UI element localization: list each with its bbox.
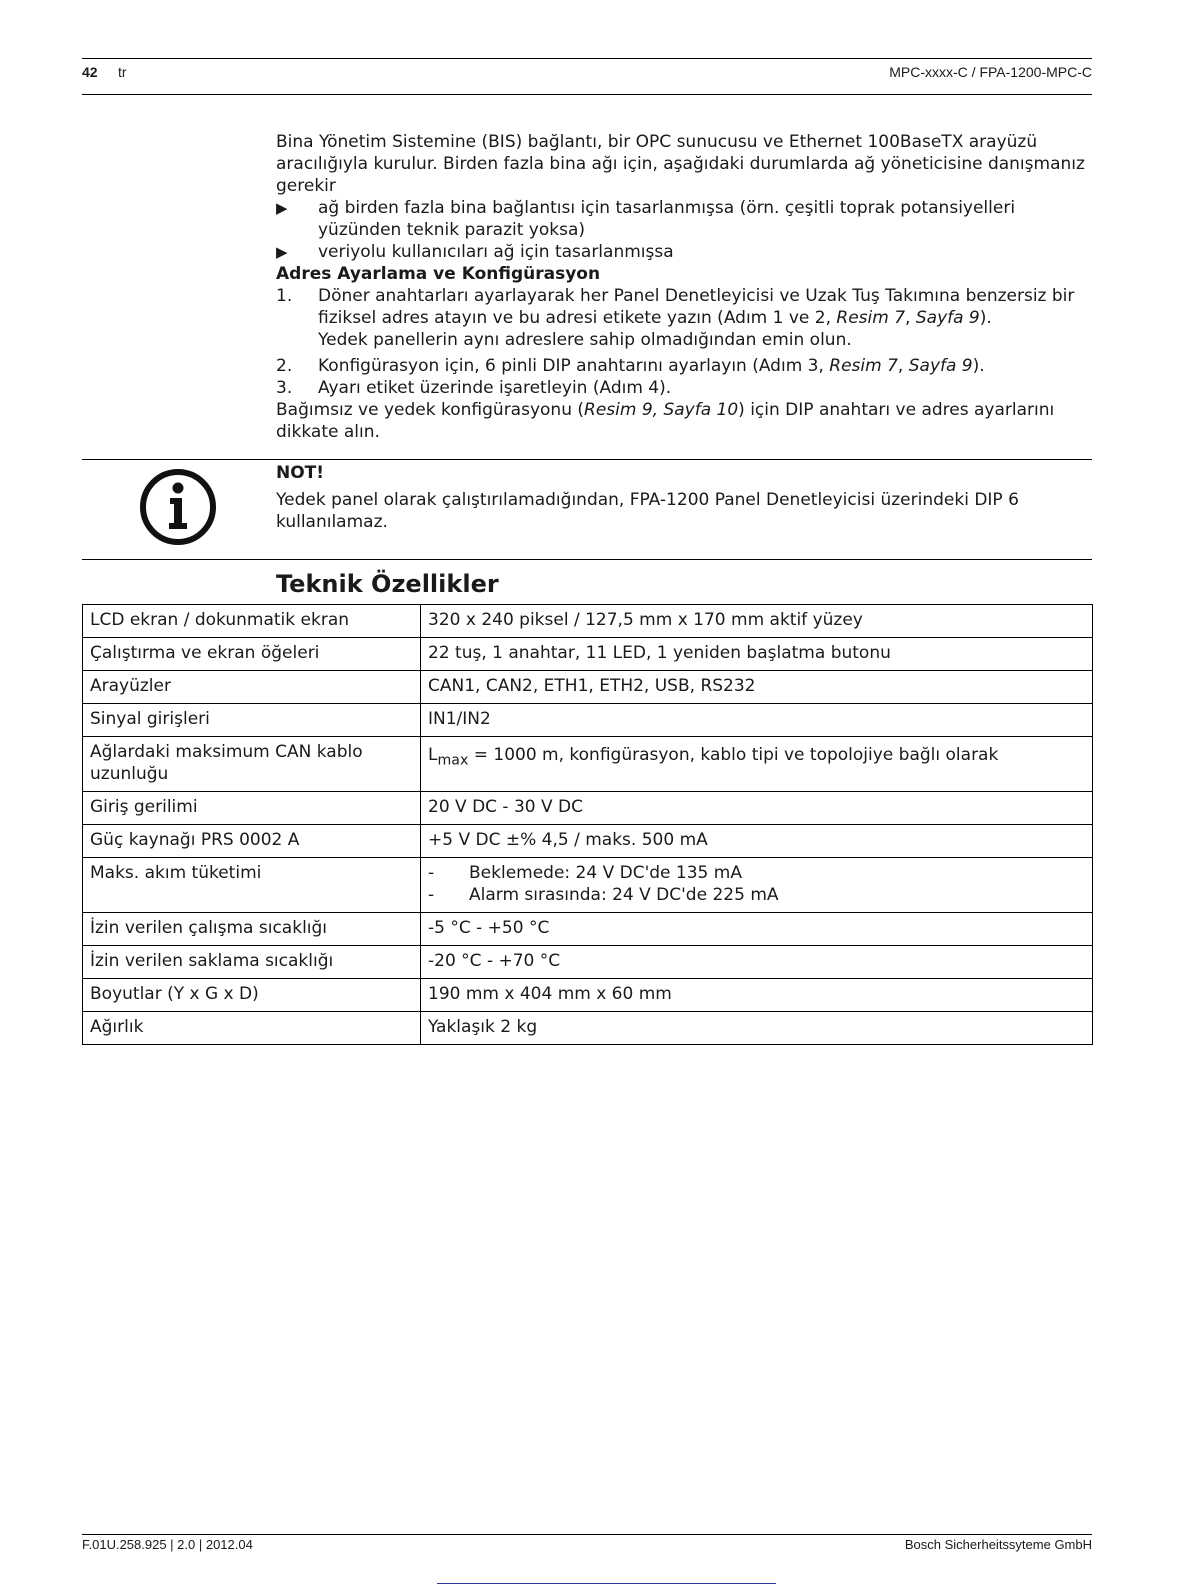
table-row	[83, 858, 1093, 913]
spec-value: CAN1, CAN2, ETH1, ETH2, USB, RS232	[421, 671, 1093, 704]
spec-label: Boyutlar (Y x G x D)	[83, 979, 421, 1012]
spec-label: Çalıştırma ve ekran öğeleri	[83, 638, 421, 671]
spec-label: İzin verilen saklama sıcaklığı	[83, 946, 421, 979]
subscript: max	[437, 752, 469, 769]
header-rule-bottom	[82, 94, 1092, 95]
figure-reference: Resim 7	[829, 356, 898, 376]
spec-value: $L_{max} = 1000$ m, konfigürasyon, kablo tipi ve topolojiye bağlı olarak	[421, 737, 1093, 792]
spec-label: Maks. akım tüketimi	[83, 858, 421, 913]
bullet-text: ağ birden fazla bina bağlantısı için tasarlanmışsa (örn. çeşitli toprak potansiyelleri yüzünden teknik parazit yoksa)	[318, 198, 1016, 240]
header-rule-top	[82, 58, 1092, 59]
language-code: tr	[118, 64, 127, 80]
step-number: 3.	[276, 378, 293, 398]
specs-table	[82, 604, 1093, 1045]
spec-label: Sinyal girişleri	[83, 704, 421, 737]
spec-label: Ağırlık	[83, 1012, 421, 1045]
dash-bullet: -	[428, 863, 435, 883]
figure-reference: Resim 7	[836, 308, 906, 328]
bullet-item	[276, 197, 1096, 241]
spec-label: Güç kaynağı PRS 0002 A	[83, 825, 421, 858]
footer-link-underline	[437, 1583, 776, 1584]
main-content	[276, 131, 1096, 443]
bullet-arrow-icon: ▶	[276, 199, 288, 217]
step-text: Döner anahtarları ayarlayarak her Panel Denetleyicisi ve Uzak Tuş Takımına benzersiz bir fiziksel adres atayın ve bu adresi etikete yazın (Adım 1 ve 2, Resim 7, Sayfa 9). Yedek panellerin aynı adreslere sahip olmadığından emin olun.	[318, 286, 1075, 350]
spec-label: LCD ekran / dokunmatik ekran	[83, 605, 421, 638]
bullet-item	[276, 241, 1096, 263]
spec-value: 20 V DC - 30 V DC	[421, 792, 1093, 825]
spec-value: - Beklemede: 24 V DC'de 135 mA - Alarm sırasında: 24 V DC'de 225 mA	[421, 858, 1093, 913]
spec-value: +5 V DC ±% 4,5 / maks. 500 mA	[421, 825, 1093, 858]
table-row	[83, 737, 1093, 792]
page-number: 42	[82, 64, 98, 80]
spec-label: Arayüzler	[83, 671, 421, 704]
spec-value: IN1/IN2	[421, 704, 1093, 737]
table-row	[83, 946, 1093, 979]
table-row	[83, 979, 1093, 1012]
step-text: Konfigürasyon için, 6 pinli DIP anahtarını ayarlayın (Adım 3, Resim 7, Sayfa 9).	[318, 356, 985, 376]
note-title: NOT!	[276, 463, 325, 483]
bullet-arrow-icon: ▶	[276, 243, 288, 261]
spec-value: -20 °C - +70 °C	[421, 946, 1093, 979]
figure-reference: Resim 9, Sayfa 10	[584, 400, 739, 420]
address-heading: Adres Ayarlama ve Konfigürasyon	[276, 264, 601, 284]
note-box	[276, 462, 1066, 533]
step-number: 1.	[276, 286, 293, 306]
spec-label: İzin verilen çalışma sıcaklığı	[83, 913, 421, 946]
page-reference: Sayfa 9	[915, 308, 980, 328]
step-2	[276, 355, 1096, 377]
table-row	[83, 704, 1093, 737]
dash-bullet: -	[428, 885, 435, 905]
step-note: Yedek panellerin aynı adreslere sahip olmadığından emin olun.	[318, 330, 852, 350]
step-text: Ayarı etiket üzerinde işaretleyin (Adım 4).	[318, 378, 672, 398]
spec-value: -5 °C - +50 °C	[421, 913, 1093, 946]
footer-rule	[82, 1534, 1092, 1535]
step-3	[276, 377, 1096, 399]
bullet-text: veriyolu kullanıcıları ağ için tasarlanmışsa	[318, 242, 674, 262]
table-row	[83, 825, 1093, 858]
info-icon	[139, 468, 217, 546]
spec-label: Giriş gerilimi	[83, 792, 421, 825]
table-row	[83, 1012, 1093, 1045]
spec-label: Ağlardaki maksimum CAN kablo uzunluğu	[83, 737, 421, 792]
table-row	[83, 605, 1093, 638]
note-text: Yedek panel olarak çalıştırılamadığından, FPA-1200 Panel Denetleyicisi üzerindeki DIP 6 kullanılamaz.	[276, 490, 1019, 532]
document-title: MPC-xxxx-C / FPA-1200-MPC-C	[889, 64, 1092, 80]
spec-value: 190 mm x 404 mm x 60 mm	[421, 979, 1093, 1012]
closing-paragraph: Bağımsız ve yedek konfigürasyonu (Resim 9, Sayfa 10) için DIP anahtarı ve adres ayarlarını dikkate alın.	[276, 400, 1055, 442]
footer-document-id: F.01U.258.925 | 2.0 | 2012.04	[82, 1537, 253, 1552]
step-number: 2.	[276, 356, 293, 376]
table-row	[83, 792, 1093, 825]
spec-value: Yaklaşık 2 kg	[421, 1012, 1093, 1045]
spec-value: 22 tuş, 1 anahtar, 11 LED, 1 yeniden başlatma butonu	[421, 638, 1093, 671]
spec-value: 320 x 240 piksel / 127,5 mm x 170 mm aktif yüzey	[421, 605, 1093, 638]
table-row	[83, 671, 1093, 704]
table-row	[83, 913, 1093, 946]
table-row	[83, 638, 1093, 671]
step-1	[276, 285, 1096, 351]
intro-paragraph: Bina Yönetim Sistemine (BIS) bağlantı, bir OPC sunucusu ve Ethernet 100BaseTX arayüzü aracılığıyla kurulur. Birden fazla bina ağı için, aşağıdaki durumlarda ağ yöneticisine danışmanız gerekir	[276, 132, 1085, 196]
note-rule-bottom	[82, 559, 1092, 560]
section-title: Teknik Özellikler	[276, 570, 499, 598]
footer-company: Bosch Sicherheitssyteme GmbH	[904, 1537, 1092, 1552]
note-rule-top	[82, 459, 1092, 460]
page-reference: Sayfa 9	[908, 356, 973, 376]
